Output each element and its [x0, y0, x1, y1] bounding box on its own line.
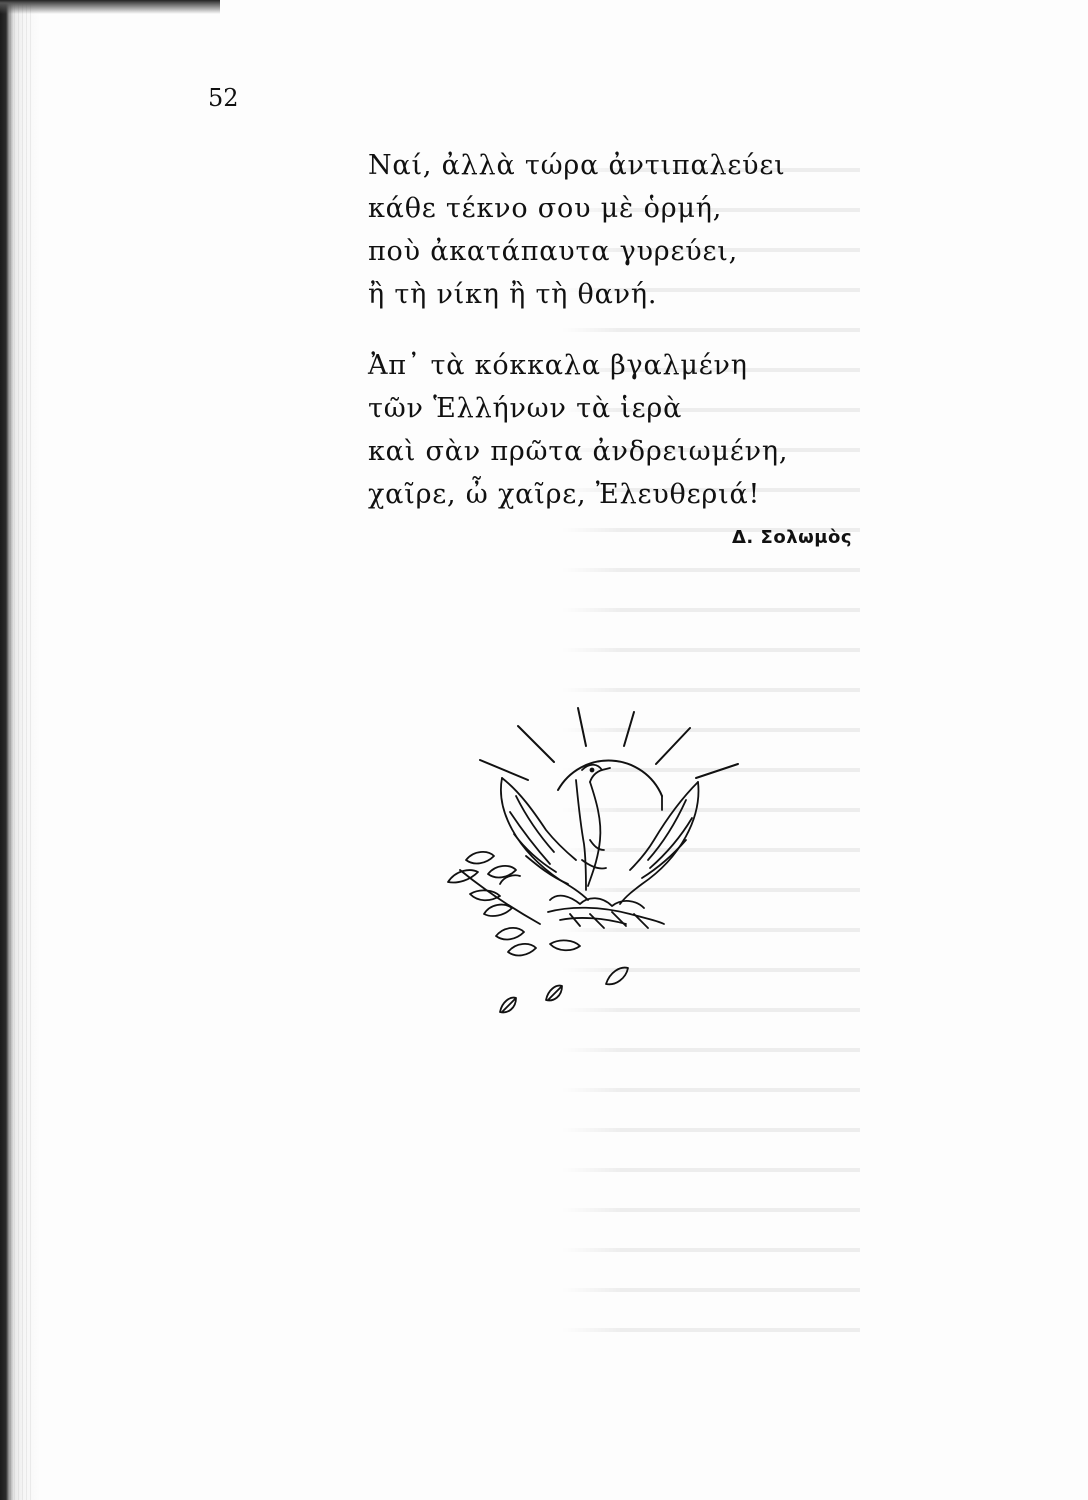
verse-line: καὶ σὰν πρῶτα ἀνδρειωμένη, — [368, 436, 789, 467]
verse-line: Ἀπ᾿ τὰ κόκκαλα βγαλμένη — [368, 350, 748, 381]
verse-line: Ναί, ἀλλὰ τώρα ἀντιπαλεύει — [368, 150, 786, 181]
phoenix-rising-sun-icon — [430, 700, 750, 1040]
right-wing — [620, 782, 698, 904]
poem-stanza-1 — [368, 144, 828, 316]
poem-author: Δ. Σολωμὸς — [732, 527, 853, 548]
page-edges — [10, 0, 32, 1500]
verse-line: κάθε τέκνο σου μὲ ὁρμή, — [368, 193, 723, 224]
verse-line: ποὺ ἀκατάπαυτα γυρεύει, — [368, 236, 739, 267]
falling-leaves — [500, 968, 628, 1013]
nest-flames — [548, 896, 664, 928]
verse-line: ἢ τὴ νίκη ἢ τὴ θανή. — [368, 279, 658, 310]
verse-line: τῶν Ἑλλήνων τὰ ἱερὰ — [368, 393, 683, 424]
poem-stanza-2 — [368, 344, 828, 516]
olive-branch — [448, 852, 580, 956]
sun-disc — [558, 760, 662, 796]
verse-line: χαῖρε, ὦ χαῖρε, Ἐλευθεριά! — [368, 479, 761, 510]
page-number: 52 — [208, 84, 239, 112]
phoenix-body — [576, 765, 610, 890]
scan-shadow — [0, 0, 220, 14]
left-wing — [501, 778, 588, 900]
sun-rays — [480, 708, 738, 780]
